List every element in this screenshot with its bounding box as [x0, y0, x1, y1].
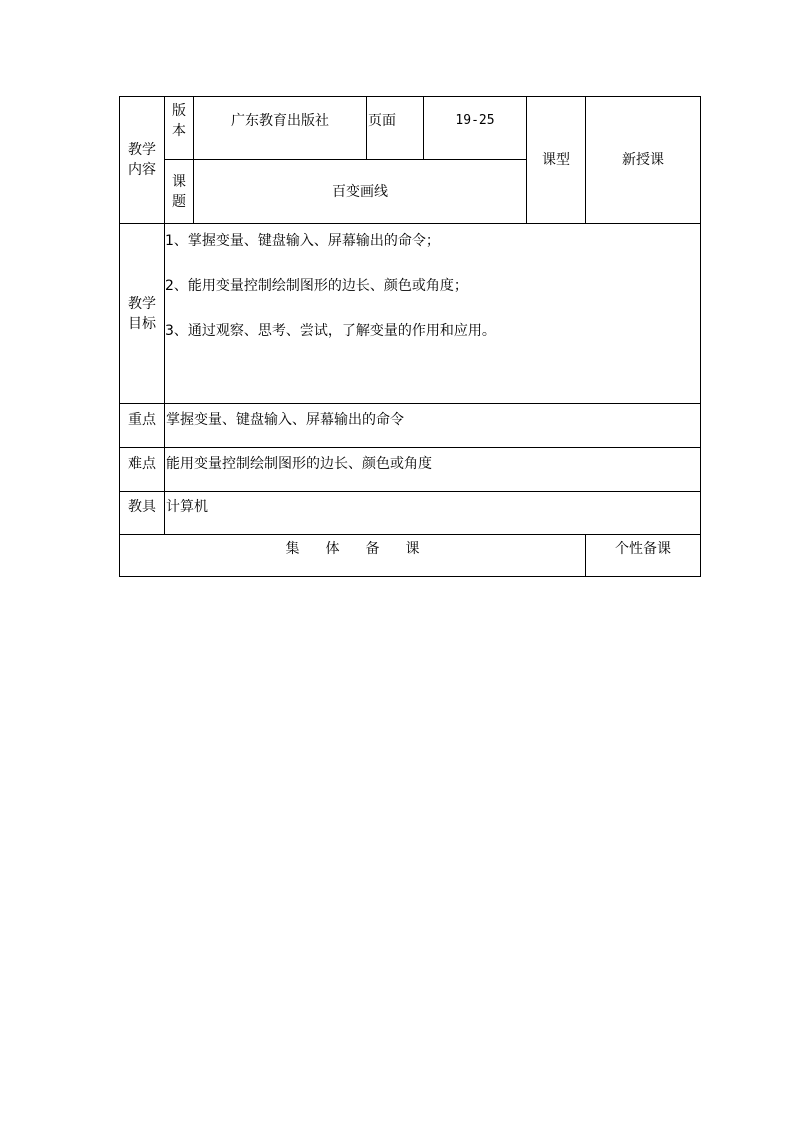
- group-prep-char-1: 集: [285, 541, 300, 557]
- edition-label-line-2: 本: [172, 123, 186, 139]
- lesson-type-value: 新授课: [622, 152, 664, 168]
- topic-value: 百变画线: [332, 183, 388, 200]
- key-point-cell: [165, 404, 701, 448]
- content-label-line-1: 教学: [128, 142, 156, 158]
- pages-value: 19-25: [455, 113, 495, 128]
- objectives-label-cell: [120, 224, 165, 404]
- content-label-cell: [120, 97, 165, 224]
- row-edition: [120, 97, 701, 160]
- tools-cell: [165, 492, 701, 535]
- pages-label-cell: [367, 97, 424, 160]
- row-tools: [120, 492, 701, 535]
- difficulty-cell: [165, 448, 701, 492]
- row-objectives: [120, 224, 701, 404]
- objectives-label-line-2: 目标: [128, 315, 156, 332]
- objective-item-3: 3、通过观察、思考、尝试，了解变量的作用和应用。: [165, 323, 496, 339]
- objectives-label-line-1: 教学: [128, 295, 156, 312]
- group-prep-heading: [286, 541, 420, 557]
- row-preparation: [120, 535, 701, 577]
- topic-value-cell: [194, 160, 527, 224]
- row-difficulty: [120, 448, 701, 492]
- publisher-cell: [194, 97, 367, 160]
- edition-label-cell: [165, 97, 194, 160]
- pages-value-cell: [424, 97, 527, 160]
- objectives-cell: [165, 224, 701, 404]
- lesson-type-value-cell: [586, 97, 701, 224]
- topic-label-line-2: 题: [172, 193, 186, 210]
- personal-prep-cell: [586, 535, 701, 577]
- difficulty-label: 难点: [128, 456, 156, 472]
- pages-label: 页面: [368, 113, 396, 129]
- publisher-value: 广东教育出版社: [231, 113, 329, 129]
- key-point-label-cell: [120, 404, 165, 448]
- group-prep-char-2: 体: [325, 541, 340, 557]
- difficulty-label-cell: [120, 448, 165, 492]
- key-point-value: 掌握变量、键盘输入、屏幕输出的命令: [166, 412, 404, 428]
- lesson-type-label: 课型: [542, 152, 570, 168]
- objective-item-2: 2、能用变量控制绘制图形的边长、颜色或角度；: [165, 278, 468, 294]
- lesson-plan-table: [119, 96, 701, 577]
- difficulty-value: 能用变量控制绘制图形的边长、颜色或角度: [166, 456, 432, 472]
- lesson-type-label-cell: [527, 97, 586, 224]
- key-point-label: 重点: [128, 412, 156, 428]
- topic-label-line-1: 课: [172, 173, 186, 190]
- group-prep-cell: [120, 535, 586, 577]
- tools-value: 计算机: [166, 499, 208, 515]
- tools-label: 教具: [128, 499, 156, 515]
- topic-label-cell: [165, 160, 194, 224]
- row-key-point: [120, 404, 701, 448]
- objective-item-1: 1、掌握变量、键盘输入、屏幕输出的命令；: [165, 233, 440, 249]
- edition-label-line-1: 版: [172, 103, 186, 119]
- personal-prep-heading: 个性备课: [615, 541, 671, 557]
- group-prep-char-3: 备: [365, 541, 380, 557]
- tools-label-cell: [120, 492, 165, 535]
- group-prep-char-4: 课: [405, 541, 420, 557]
- content-label-line-2: 内容: [128, 162, 156, 178]
